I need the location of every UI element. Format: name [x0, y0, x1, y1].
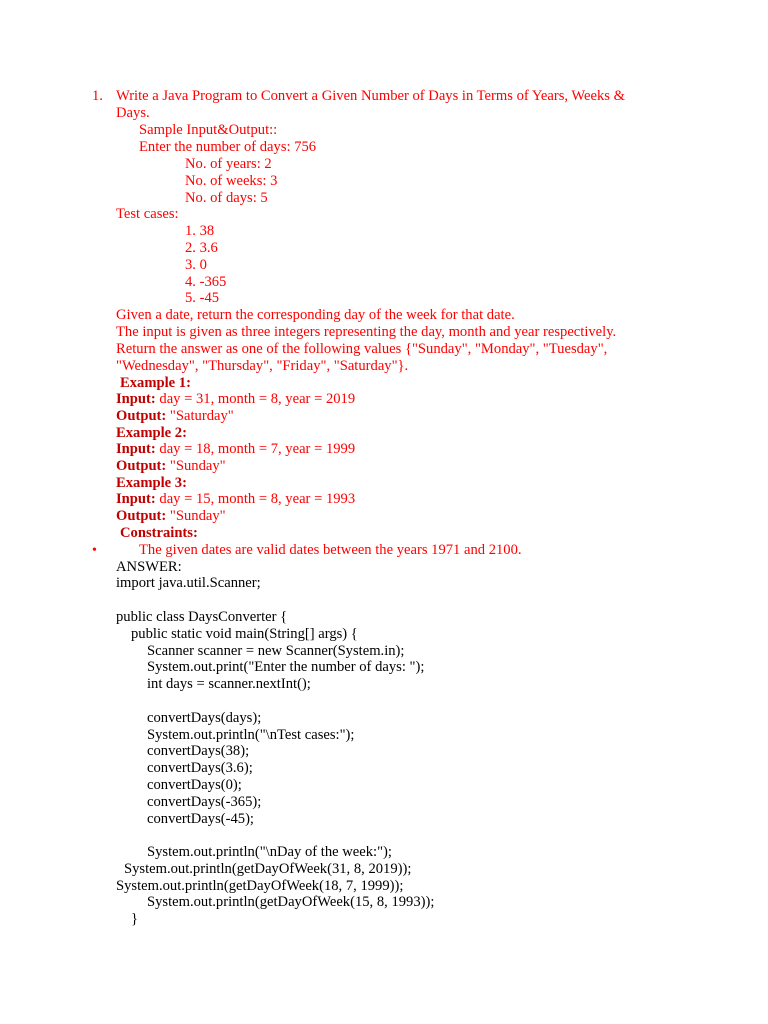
problem-text-line: Given a date, return the corresponding day of the week for that date. — [116, 307, 515, 323]
output-value: "Sunday" — [166, 458, 226, 474]
example-output — [116, 508, 226, 525]
output-label: Output: — [116, 508, 167, 524]
code-line: public static void main(String[] args) { — [131, 626, 358, 642]
example-heading: Example 3: — [116, 475, 187, 491]
question-title-line2: Days. — [116, 105, 150, 121]
code-line: System.out.print("Enter the number of days: "); — [147, 659, 425, 675]
code-line: } — [131, 911, 139, 927]
test-cases-heading: Test cases: — [116, 206, 179, 222]
code-line: convertDays(0); — [147, 777, 242, 793]
code-line: Scanner scanner = new Scanner(System.in); — [147, 643, 405, 659]
list-number: 1. — [92, 88, 103, 104]
sample-heading: Sample Input&Output:: — [139, 122, 278, 138]
output-label: Output: — [116, 408, 167, 424]
bullet-icon: • — [92, 543, 97, 558]
example-heading: Example 1: — [120, 375, 191, 391]
problem-text-line: The input is given as three integers representing the day, month and year respectively. — [116, 324, 617, 340]
code-line: System.out.println("\nDay of the week:"); — [147, 844, 392, 860]
code-line: convertDays(-45); — [147, 811, 254, 827]
example-input — [116, 391, 355, 408]
sample-output-days: No. of days: 5 — [185, 190, 268, 206]
problem-text-line: "Wednesday", "Thursday", "Friday", "Saturday"}. — [116, 358, 409, 374]
answer-heading: ANSWER: — [116, 559, 182, 575]
example-input — [116, 441, 355, 458]
code-line: System.out.println(getDayOfWeek(15, 8, 1993)); — [147, 894, 435, 910]
sample-output-weeks: No. of weeks: 3 — [185, 173, 278, 189]
test-case-item: 5. -45 — [185, 290, 220, 306]
code-line: convertDays(3.6); — [147, 760, 253, 776]
example-output — [116, 408, 234, 425]
code-line: public class DaysConverter { — [116, 609, 288, 625]
example-input — [116, 491, 355, 508]
test-case-item: 3. 0 — [185, 257, 207, 273]
question-title-line1: Write a Java Program to Convert a Given Number of Days in Terms of Years, Weeks & — [116, 88, 625, 104]
input-value: day = 18, month = 7, year = 1999 — [155, 441, 356, 457]
example-output — [116, 458, 226, 475]
problem-text-line: Return the answer as one of the following values {"Sunday", "Monday", "Tuesday", — [116, 341, 608, 357]
code-line: convertDays(days); — [147, 710, 262, 726]
input-value: day = 31, month = 8, year = 2019 — [155, 391, 356, 407]
input-label: Input: — [116, 391, 156, 407]
example-heading: Example 2: — [116, 425, 187, 441]
output-value: "Saturday" — [166, 408, 234, 424]
output-value: "Sunday" — [166, 508, 226, 524]
input-value: day = 15, month = 8, year = 1993 — [155, 491, 356, 507]
code-line: import java.util.Scanner; — [116, 575, 261, 591]
sample-input: Enter the number of days: 756 — [139, 139, 317, 155]
output-label: Output: — [116, 458, 167, 474]
input-label: Input: — [116, 441, 156, 457]
test-case-item: 4. -365 — [185, 274, 227, 290]
input-label: Input: — [116, 491, 156, 507]
code-line: System.out.println(getDayOfWeek(18, 7, 1999)); — [116, 878, 404, 894]
constraints-heading: Constraints: — [120, 525, 198, 541]
code-line: int days = scanner.nextInt(); — [147, 676, 311, 692]
test-case-item: 2. 3.6 — [185, 240, 218, 256]
code-line: convertDays(38); — [147, 743, 250, 759]
test-case-item: 1. 38 — [185, 223, 215, 239]
constraint-text: The given dates are valid dates between the years 1971 and 2100. — [139, 542, 522, 558]
sample-output-years: No. of years: 2 — [185, 156, 272, 172]
code-line: System.out.println(getDayOfWeek(31, 8, 2019)); — [124, 861, 412, 877]
code-line: System.out.println("\nTest cases:"); — [147, 727, 355, 743]
code-line: convertDays(-365); — [147, 794, 262, 810]
